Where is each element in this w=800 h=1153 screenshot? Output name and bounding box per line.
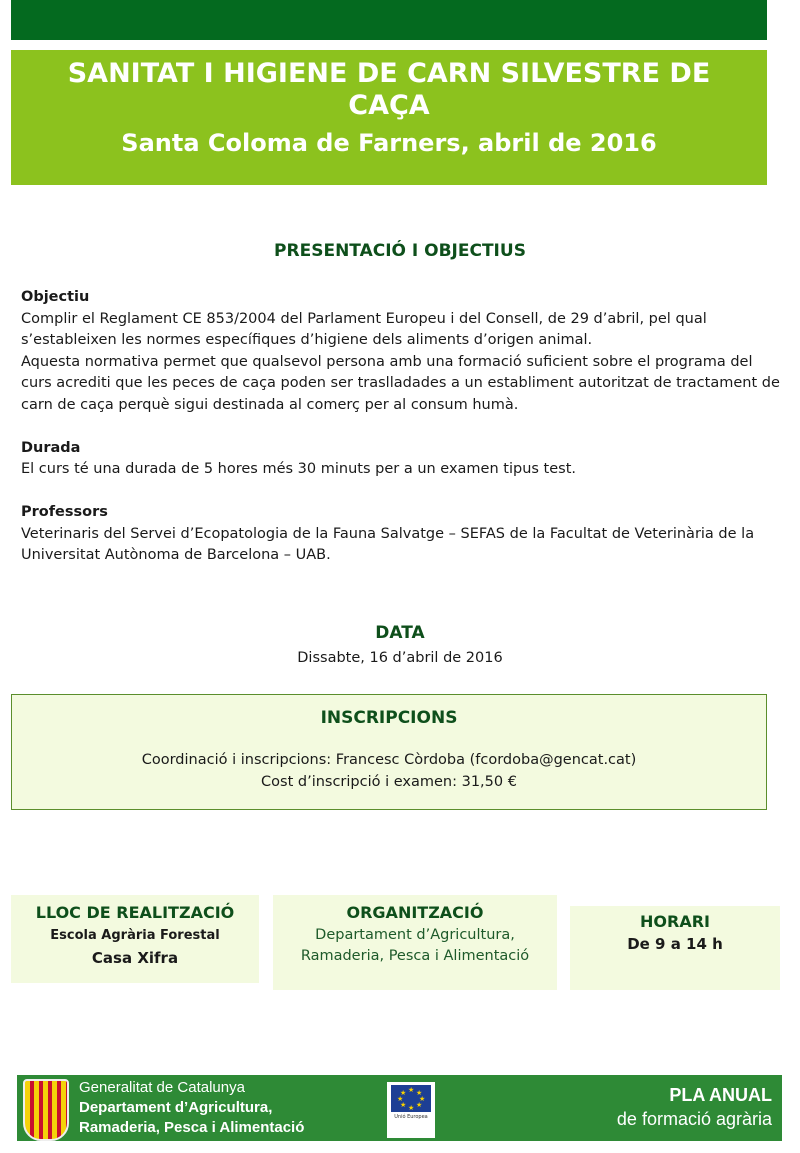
horari-value: De 9 a 14 h — [627, 935, 723, 953]
professors-label: Professors — [21, 504, 108, 520]
lloc-box — [11, 895, 259, 983]
page-subtitle: Santa Coloma de Farners, abril de 2016 — [121, 129, 657, 157]
professors-text: Veterinaris del Servei d’Ecopatologia de la Fauna Salvatge – SEFAS de la Facultat de Veterinària de la Universitat Autònoma de Barcelona – UAB. — [21, 525, 755, 563]
eu-logo — [387, 1082, 435, 1138]
page-title: SANITAT I HIGIENE DE CARN SILVESTRE DE CAÇA — [67, 58, 711, 121]
objectiu-label: Objectiu — [21, 289, 90, 305]
generalitat-crest-icon — [23, 1079, 69, 1141]
organitzacio-box — [273, 895, 557, 990]
generalitat-logo-text — [79, 1078, 304, 1138]
objectiu-text-2: Aquesta normativa permet que qualsevol persona amb una formació suficient sobre el programa del curs acrediti que les peces de caça poden ser traslladades a un establiment autoritzat de tractament de carn de caça perquè sigui destinada al comerç per al consum humà. — [21, 353, 780, 413]
objectiu-text-1: Complir el Reglament CE 853/2004 del Parlament Europeu i del Consell, de 29 d’abril, pel qual s’estableixen les normes específiques d’higiene dels aliments d’origen animal. — [21, 310, 707, 348]
data-value: Dissabte, 16 d’abril de 2016 — [297, 650, 503, 666]
presentacio-heading: PRESENTACIÓ I OBJECTIUS — [274, 241, 526, 261]
lloc-heading: LLOC DE REALITZACIÓ — [35, 903, 235, 922]
inscripcions-contact: Coordinació i inscripcions: Francesc Còrdoba (fcordoba@gencat.cat) — [141, 752, 637, 768]
organitzacio-heading: ORGANITZACIÓ — [346, 903, 484, 922]
lloc-line1: Escola Agrària Forestal — [50, 928, 220, 943]
presentacio-body — [21, 287, 781, 588]
department-line1: Departament d’Agricultura, — [79, 1099, 273, 1116]
organitzacio-line1: Departament d’Agricultura, — [315, 927, 515, 943]
durada-label: Durada — [21, 439, 81, 456]
top-bar — [11, 0, 767, 40]
horari-box — [570, 906, 780, 990]
lloc-line2: Casa Xifra — [91, 949, 179, 967]
eu-caption: Unió Europea — [394, 1114, 428, 1120]
generalitat-name: Generalitat de Catalunya — [79, 1079, 245, 1096]
eu-flag-icon: ★ ★ ★ ★ ★ ★ ★ ★ — [391, 1085, 431, 1112]
pla-anual-logo — [617, 1083, 772, 1131]
organitzacio-line2: Ramaderia, Pesca i Alimentació — [300, 948, 530, 964]
inscripcions-cost: Cost d’inscripció i examen: 31,50 € — [261, 773, 517, 790]
department-line2: Ramaderia, Pesca i Alimentació — [79, 1119, 305, 1136]
inscripcions-heading: INSCRIPCIONS — [320, 708, 458, 728]
pla-anual-subtitle: de formació agrària — [616, 1109, 772, 1129]
horari-heading: HORARI — [640, 912, 710, 931]
inscripcions-box — [11, 694, 767, 810]
footer-banner — [17, 1075, 782, 1141]
data-heading: DATA — [375, 623, 425, 643]
title-banner — [11, 50, 767, 185]
pla-anual-title: PLA ANUAL — [669, 1085, 772, 1105]
durada-text: El curs té una durada de 5 hores més 30 minuts per a un examen tipus test. — [21, 461, 577, 477]
